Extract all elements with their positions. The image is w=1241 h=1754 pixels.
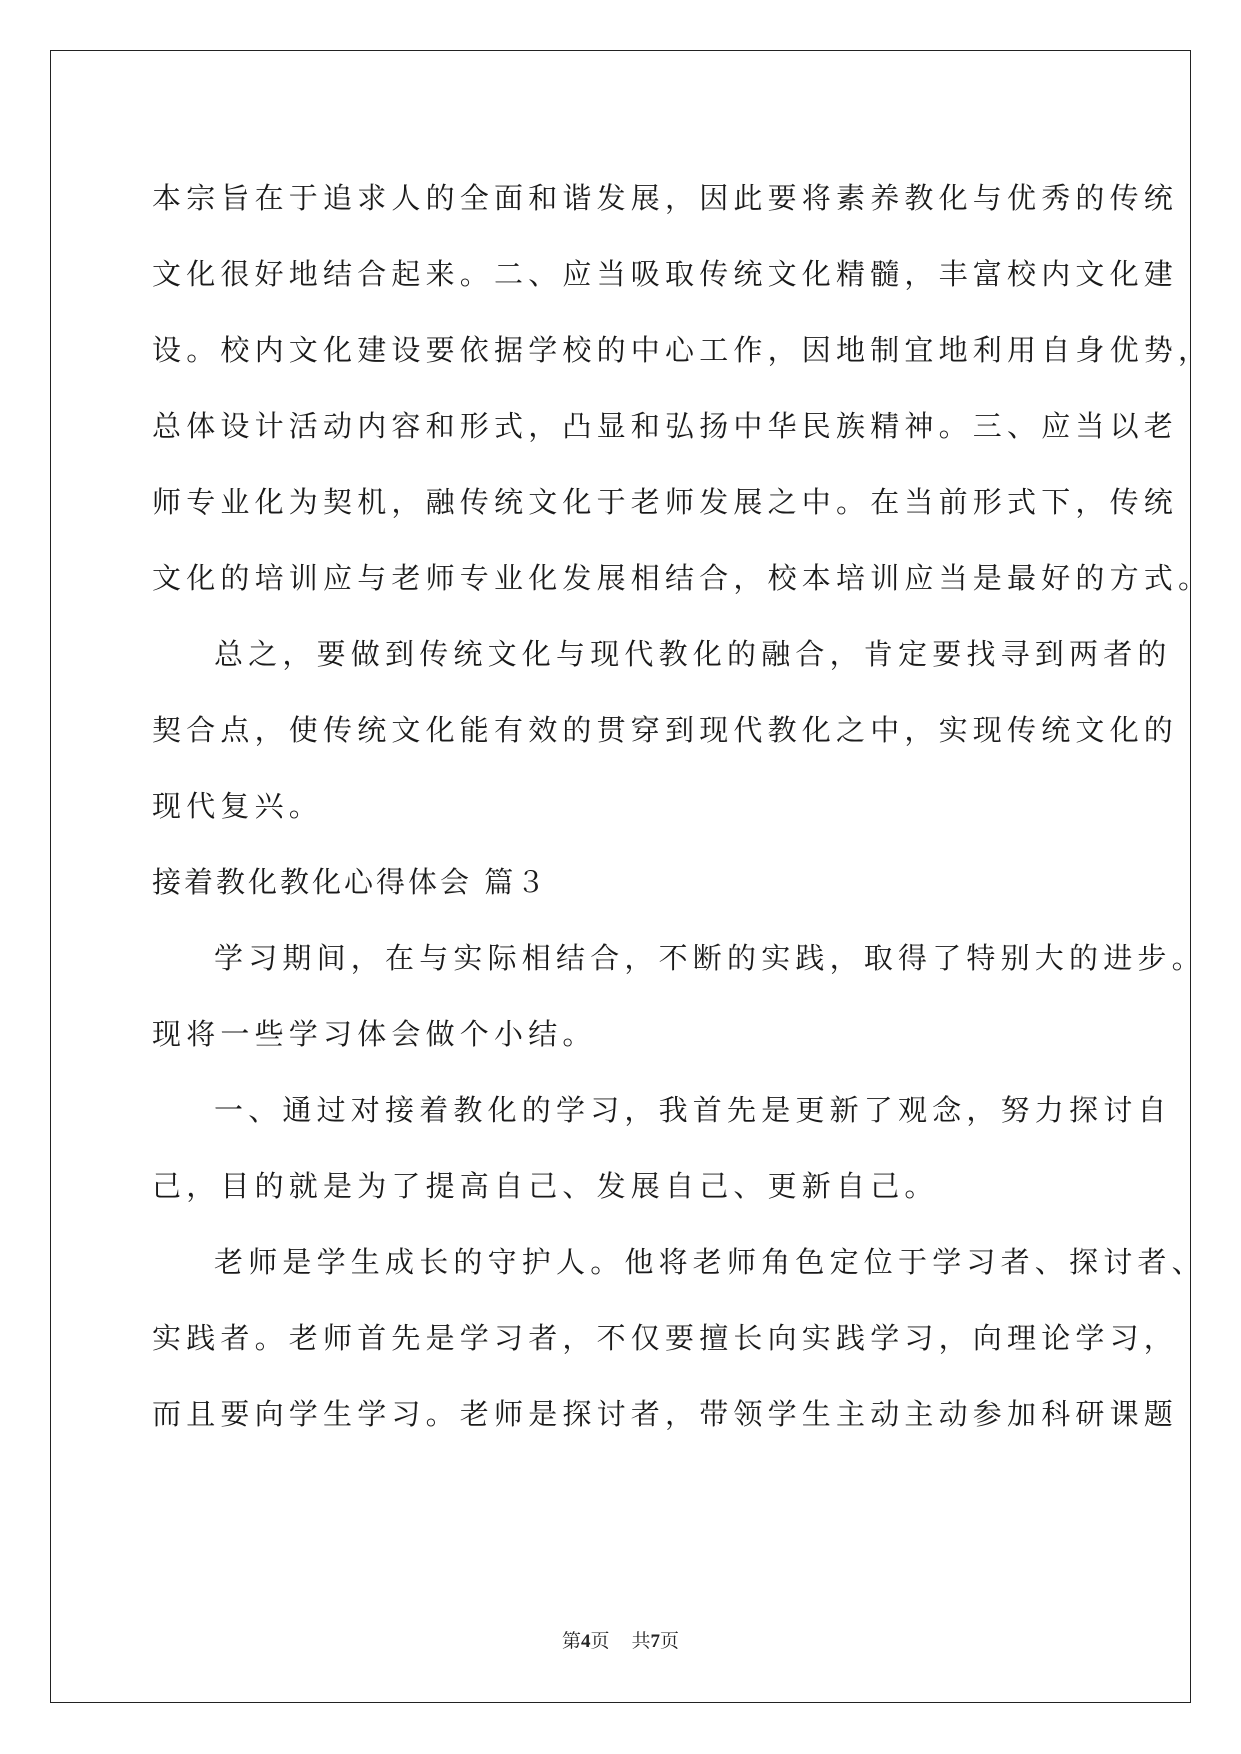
document-body	[152, 160, 1213, 1452]
footer-total-prefix: 共	[631, 1631, 651, 1652]
page-footer	[0, 1626, 1241, 1653]
paragraph-start-line: 老师是学生成长的守护人。他将老师角色定位于学习者、探讨者、	[214, 1245, 1206, 1279]
text-line: 师专业化为契机，融传统文化于老师发展之中。在当前形式下，传统	[152, 485, 1179, 519]
footer-total-suffix: 页	[660, 1631, 680, 1652]
text-line: 实践者。老师首先是学习者，不仅要擅长向实践学习，向理论学习，	[152, 1321, 1179, 1355]
paragraph-start-line: 一、通过对接着教化的学习，我首先是更新了观念，努力探讨自	[214, 1093, 1172, 1127]
text-line: 设。校内文化建设要依据学校的中心工作，因地制宜地利用自身优势，	[152, 333, 1213, 367]
footer-page-prefix: 第	[561, 1631, 581, 1652]
footer-page-total: 7	[650, 1631, 661, 1652]
section-heading: 接着教化教化心得体会 篇３	[152, 865, 549, 899]
text-line: 现代复兴。	[152, 789, 324, 823]
text-line: 现将一些学习体会做个小结。	[152, 1017, 597, 1051]
text-line: 总体设计活动内容和形式，凸显和弘扬中华民族精神。三、应当以老	[152, 409, 1179, 443]
footer-page-current: 4	[580, 1631, 591, 1652]
paragraph-start-line: 学习期间，在与实际相结合，不断的实践，取得了特别大的进步。	[214, 941, 1206, 975]
text-line: 而且要向学生学习。老师是探讨者，带领学生主动主动参加科研课题	[152, 1397, 1179, 1431]
paragraph-start-line: 总之，要做到传统文化与现代教化的融合，肯定要找寻到两者的	[214, 637, 1172, 671]
text-line: 契合点，使传统文化能有效的贯穿到现代教化之中，实现传统文化的	[152, 713, 1179, 747]
text-line: 文化的培训应与老师专业化发展相结合，校本培训应当是最好的方式。	[152, 561, 1213, 595]
text-line: 己，目的就是为了提高自己、发展自己、更新自己。	[152, 1169, 939, 1203]
footer-page-suffix: 页	[590, 1631, 610, 1652]
text-line: 文化很好地结合起来。二、应当吸取传统文化精髓，丰富校内文化建	[152, 257, 1179, 291]
text-line: 本宗旨在于追求人的全面和谐发展，因此要将素养教化与优秀的传统	[152, 181, 1179, 215]
